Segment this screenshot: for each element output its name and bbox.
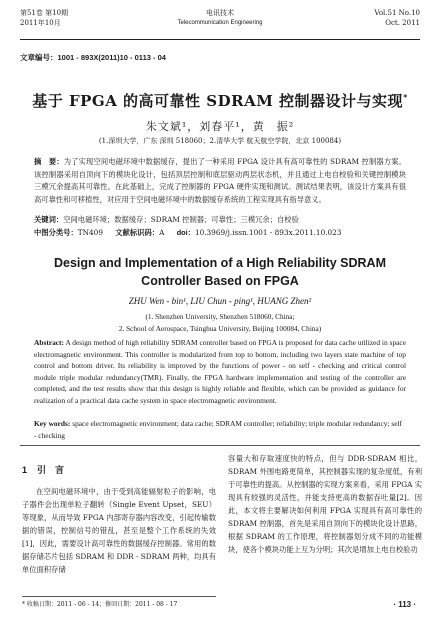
body-paragraph: 在空间电磁环境中，由于受到高能辐射粒子的影响，电子器件会出现单粒子翻转（Single Event Upset，SEU）等现象，从而导致 FPGA 内部寄存器内容改变，引起传输数据的错误，控制信号的错乱，甚至是整个工作系统的失效[1]，因此，需要设计高可靠性的数据缓存控制器。常用的数据存储芯片包括 SDRAM 和 DDR - SDRAM 两种，均具有单位面积存储 [22,487,216,574]
body-paragraph: 容量大和存取速度快的特点，但与 DDR-SDRAM 相比，SDRAM 外围电路更简单，其控制器实现的复杂度低，有利于可靠性的提高。从控制器的实现方案来看，采用 FPGA 实现具有较强的灵活性，并能支持更高的数据吞吐量[2]。因此，本文将主要解决如何利用 FPGA 实现具有高可靠性的 SDRAM 控制器，首先是采用自顶向下的模块化设计思路，根据 SDRAM 的工作原理，将控制器划分成不同的功能模块，使各个模块功能上互为分明；其次是增加上电自校验功 [228,454,422,554]
section-heading [22,464,216,477]
journal-name-cn: 电讯技术 [206,9,234,17]
doc-code-label: 文献标识码： [115,228,160,237]
title-cn [20,90,420,111]
abstract-en-text: A design method of high reliability SDRAM controller based on FPGA is proposed for data cache utilized in space electromagnetic environment. This controller is modularized from top to bottom, including two layers state machine of top control and bottom driver. Its reliability is improved by the functions of power - on self - checking and critical control module triple modular redundancy(TMR). Finally, the FPGA hardware implementation and testing of the controller are completed, and the test results show that this design is highly reliable and flexible, which can be provided as guidance for realization of a practical data cache system in space electromagnetic environment. [34,338,406,405]
affiliation-en [20,311,420,335]
doi-label: doi： [176,228,195,237]
title-en [20,254,420,290]
abstract-cn-label: 摘 要： [34,157,64,166]
section-divider [20,445,420,446]
title-en-line1: Design and Implementation of a High Reliability SDRAM [54,256,386,270]
article-number: 文章编号：1001 - 893X(2011)10 - 0113 - 04 [20,53,166,62]
body-column-left [22,452,216,576]
clc-value: TN409 [77,228,103,237]
date-cn: 2011年10月 [20,19,61,27]
classification-line [34,227,406,238]
title-cn-text: 基于 FPGA 的高可靠性 SDRAM 控制器设计与实现 [32,92,404,110]
body-column-right [228,452,422,556]
affiliation-en-2: 2. School of Aerospace, Tsinghua University, Beijing 100084, China) [118,324,322,333]
clc-label: 中图分类号： [34,228,78,237]
title-en-line2: Controller Based on FPGA [141,274,299,288]
affiliation-en-1: (1. Shenzhen University, Shenzhen 518060, China; [145,312,295,321]
abstract-en [34,337,406,407]
doc-code-value: A [159,228,165,237]
running-header [20,6,420,40]
keywords-cn [34,214,406,225]
volume-issue-en: Vol.51 No.10 [374,9,420,17]
date-en: Oct. 2011 [385,19,420,27]
abstract-cn [34,156,406,206]
journal-volume-info-en [374,8,420,28]
section-number: 1 [22,465,28,475]
authors-cn: 朱文斌¹，刘春平¹，黄 振² [145,120,295,133]
keywords-en-label: Key words: [34,419,71,428]
title-footnote-mark: * [403,92,408,102]
section-title: 引 言 [37,465,65,475]
doi-value: 10.3969/j.issn.1001 - 893x.2011.10.023 [194,228,342,237]
keywords-cn-text: 空间电磁环境；数据缓存；SDRAM 控制器；可靠性；三模冗余；自校验 [63,215,299,224]
journal-name-en: Telecommunication Engineering [177,20,263,26]
authors-en: ZHU Wen - bin¹, LIU Chun - ping¹, HUANG Zhen² [128,296,312,306]
footnote: * 收稿日期：2011 - 06 - 14；修回日期：2011 - 08 - 17 [22,596,216,608]
journal-name [20,8,420,28]
affiliation-cn: (1.深圳大学，广东 深圳 518060；2.清华大学 航天航空学院，北京 100084) [98,137,342,145]
keywords-cn-label: 关键词： [34,215,64,224]
volume-issue-cn: 第51卷 第10期 [20,9,69,17]
abstract-en-label: Abstract: [34,338,64,347]
keywords-en [34,418,406,441]
abstract-cn-text: 为了实现空间电磁环境中数据缓存，提出了一种采用 FPGA 设计具有高可靠性的 SDRAM 控制器方案。该控制器采用自顶向下的模块化设计，包括顶层控制和底层驱动两层状态机，并且通过上电自校验和关键控制模块三模冗余提高其可靠性。在此基础上，完成了控制器的 FPGA 硬件实现和测试。测试结果表明，该设计方案具有很高可靠性和可移植性，对应用于空间电磁环境中的数据缓存系统的工程实现具有指导意义。 [34,157,406,204]
keywords-en-text: space electromagnetic environment; data cache; SDRAM controller; reliability; triple modular redundancy; self - checking [34,419,402,440]
page-number: · 113 · [393,600,416,609]
